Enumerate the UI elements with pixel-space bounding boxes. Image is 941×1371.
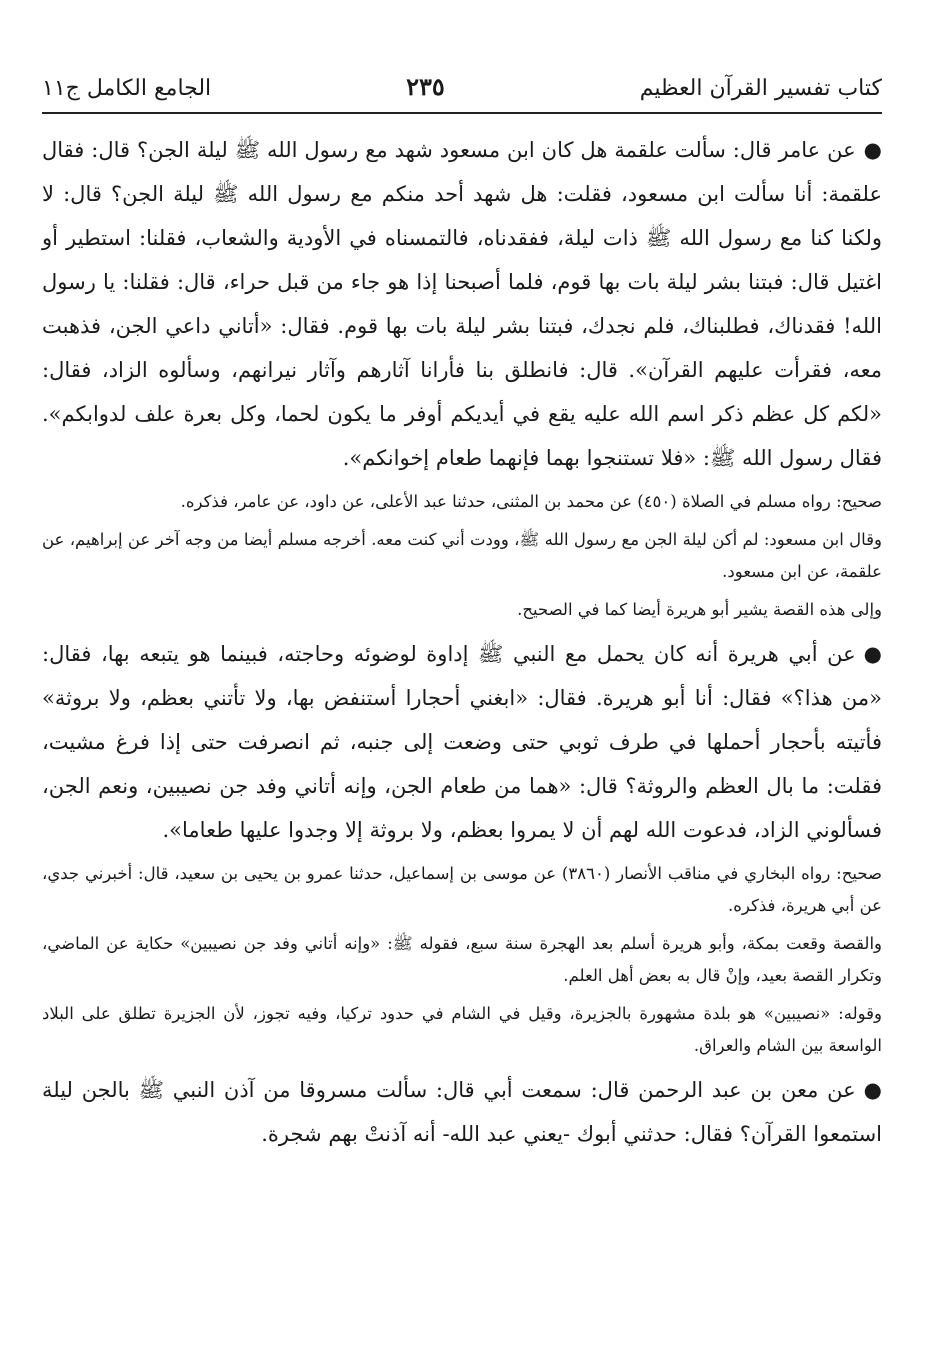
commentary-note: والقصة وقعت بمكة، وأبو هريرة أسلم بعد الهجرة سنة سبع، فقوله ﷺ: «وإنه أتاني وفد جن نصيبين» حكاية عن الماضي، وتكرار القصة بعيد، وإنْ قال به بعض أهل العلم. [42, 934, 882, 985]
bullet-icon: ● [863, 1078, 882, 1102]
page-number: ٢٣٥ [406, 72, 445, 102]
bullet-icon: ● [863, 642, 882, 666]
page-header [42, 58, 882, 102]
hadith-text: عن معن بن عبد الرحمن قال: سمعت أبي قال: سألت مسروقا من آذن النبي ﷺ بالجن ليلة استمعوا القرآن؟ فقال: حدثني أبوك -يعني عبد الله- أنه آذنتْ بهم شجرة. [42, 1078, 882, 1146]
hadith-text: عن عامر قال: سألت علقمة هل كان ابن مسعود شهد مع رسول الله ﷺ ليلة الجن؟ قال: فقال علقمة: أنا سألت ابن مسعود، فقلت: هل شهد أحد منكم مع رسول الله ﷺ ليلة الجن؟ قال: لا ولكنا كنا مع رسول الله ﷺ ذات ليلة، ففقدناه، فالتمسناه في الأودية والشعاب، فقلنا: استطير أو اغتيل قال: فبتنا بشر ليلة بات بها قوم، فلما أصبحنا إذا هو جاء من قبل حراء، قال: فقلنا: يا رسول الله! فقدناك، فطلبناك، فلم نجدك، فبتنا بشر ليلة بات بها قوم. فقال: «أتاني داعي الجن، فذهبت معه، فقرأت عليهم القرآن». قال: فانطلق بنا فأرانا آثارهم وآثار نيرانهم، وسألوه الزاد، فقال: «لكم كل عظم ذكر اسم الله عليه يقع في أيديكم أوفر ما يكون لحما، وكل بعرة علف لدوابكم». فقال رسول الله ﷺ: «فلا تستنجوا بهما فإنهما طعام إخوانكم». [42, 138, 882, 470]
commentary-note: وقوله: «نصيبين» هو بلدة مشهورة بالجزيرة، وقيل في الشام في حدود تركيا، وفيه تجوز، لأن الجزيرة تطلق على البلاد الواسعة بين الشام والعراق. [42, 1004, 882, 1055]
commentary-note: وقال ابن مسعود: لم أكن ليلة الجن مع رسول الله ﷺ، وودت أني كنت معه. أخرجه مسلم أيضا من وجه آخر عن إبراهيم، عن علقمة، عن ابن مسعود. [42, 530, 882, 581]
hadith-text: عن أبي هريرة أنه كان يحمل مع النبي ﷺ إداوة لوضوئه وحاجته، فبينما هو يتبعه بها، فقال: «من هذا؟» فقال: أنا أبو هريرة. فقال: «ابغني أحجارا أستنفض بها، ولا تأتني بعظم، ولا بروثة» فأتيته بأحجار أحملها في طرف ثوبي حتى وضعت إلى جنبه، ثم انصرفت حتى إذا فرغ مشيت، فقلت: ما بال العظم والروثة؟ قال: «هما من طعام الجن، وإنه أتاني وفد جن نصيبين، ونعم الجن، فسألوني الزاد، فدعوت الله لهم أن لا يمروا بعظم، ولا بروثة إلا وجدوا عليها طعاما». [42, 642, 882, 842]
book-page [42, 58, 882, 1156]
takhrij-note: صحيح: رواه مسلم في الصلاة (٤٥٠) عن محمد بن المثنى، حدثنا عبد الأعلى، عن داود، عن عامر، فذكره. [180, 492, 882, 511]
hadith-paragraph [42, 1068, 882, 1156]
hadith-paragraph [42, 128, 882, 480]
book-title: كتاب تفسير القرآن العظيم [639, 75, 882, 101]
commentary-note: وإلى هذه القصة يشير أبو هريرة أيضا كما في الصحيح. [517, 600, 882, 619]
hadith-paragraph [42, 632, 882, 852]
bullet-icon: ● [863, 138, 882, 162]
takhrij-note: صحيح: رواه البخاري في مناقب الأنصار (٣٨٦٠) عن موسى بن إسماعيل، حدثنا عمرو بن يحيى بن سعيد، قال: أخبرني جدي، عن أبي هريرة، فذكره. [42, 864, 882, 915]
volume-title: الجامع الكامل ج١١ [42, 75, 212, 101]
page-body [42, 128, 882, 1156]
header-rule [42, 112, 882, 114]
